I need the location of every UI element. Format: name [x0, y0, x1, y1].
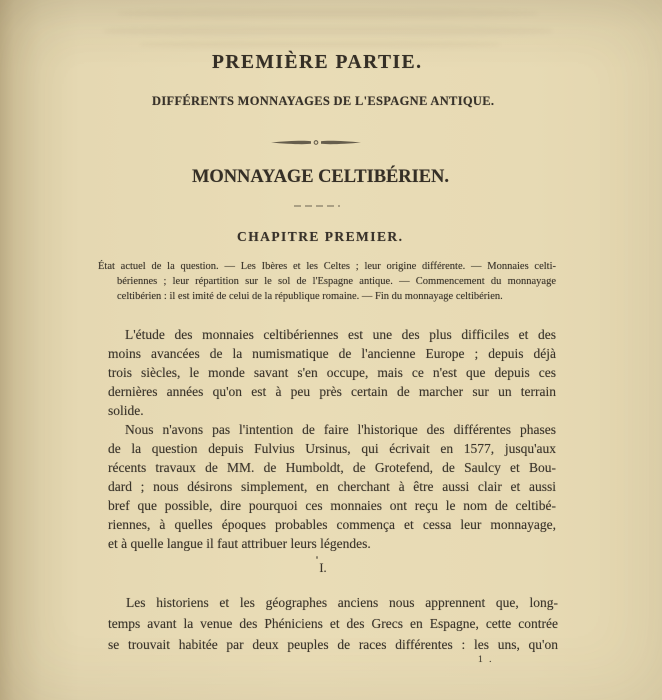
- text-line: trois siècles, le monde savant s'en occupe, mais ce n'est que depuis ces: [108, 365, 556, 380]
- show-through-band: [104, 26, 552, 36]
- swelled-rule-ornament: [271, 134, 361, 143]
- text-line: Nous n'avons pas l'intention de faire l'historique des différentes phases: [125, 422, 556, 437]
- part-title: PREMIÈRE PARTIE.: [212, 52, 423, 73]
- text-line: Les historiens et les géographes anciens nous apprennent que, long-: [126, 595, 558, 610]
- ink-speck: [316, 556, 318, 559]
- dashed-rule: [294, 205, 340, 207]
- text-line: se trouvait habitée par deux peuples de races différentes : les uns, qu'on: [108, 637, 558, 652]
- section-number: I.: [319, 561, 327, 575]
- chapter-abstract: [98, 259, 556, 304]
- paragraph: [108, 592, 558, 655]
- text-line: solide.: [108, 403, 144, 418]
- text-line: bériennes ; leur répartition sur le sol de l'Espagne antique. — Commencement du monnayage: [117, 276, 556, 287]
- part-subtitle: DIFFÉRENTS MONNAYAGES DE L'ESPAGNE ANTIQUE.: [152, 94, 495, 108]
- text-line: État actuel de la question. — Les Ibères et les Celtes ; leur origine différente. — Monnaies celti-: [98, 261, 556, 272]
- text-line: moins avancées de la numismatique de l'ancienne Europe ; depuis déjà: [108, 346, 556, 361]
- text-line: récents travaux de MM. de Humboldt, de Grotefend, de Saulcy et Bou-: [108, 460, 556, 475]
- text-line: riennes, à quelles époques probables commença et cessa leur monnayage,: [108, 517, 556, 532]
- text-line: dard ; nous désirons simplement, en cherchant à être aussi clair et aussi: [108, 479, 556, 494]
- show-through-band: [140, 41, 500, 48]
- text-line: celtibérien : il est imité de celui de la république romaine. — Fin du monnayage celtibérien.: [117, 291, 503, 302]
- text-line: dernières années qu'on est à peu près certain de marcher sur un terrain: [108, 384, 556, 399]
- text-line: temps avant la venue des Phéniciens et des Grecs en Espagne, cette contrée: [108, 616, 558, 631]
- chapter-heading: CHAPITRE PREMIER.: [237, 229, 404, 244]
- text-line: L'étude des monnaies celtibériennes est une des plus difficiles et des: [125, 327, 556, 342]
- signature-mark: 1 .: [478, 655, 494, 665]
- paragraph: [108, 420, 556, 553]
- paragraph: [108, 325, 556, 420]
- text-line: et à quelle langue il faut attribuer leurs légendes.: [108, 536, 371, 551]
- section-title: MONNAYAGE CELTIBÉRIEN.: [192, 167, 449, 187]
- text-line: de la question depuis Fulvius Ursinus, qui écrivait en 1577, jusqu'aux: [108, 441, 556, 456]
- show-through-band: [118, 9, 538, 18]
- text-line: bref que possible, dire pourquoi ces monnaies ont reçu le nom de celtibé-: [108, 498, 556, 513]
